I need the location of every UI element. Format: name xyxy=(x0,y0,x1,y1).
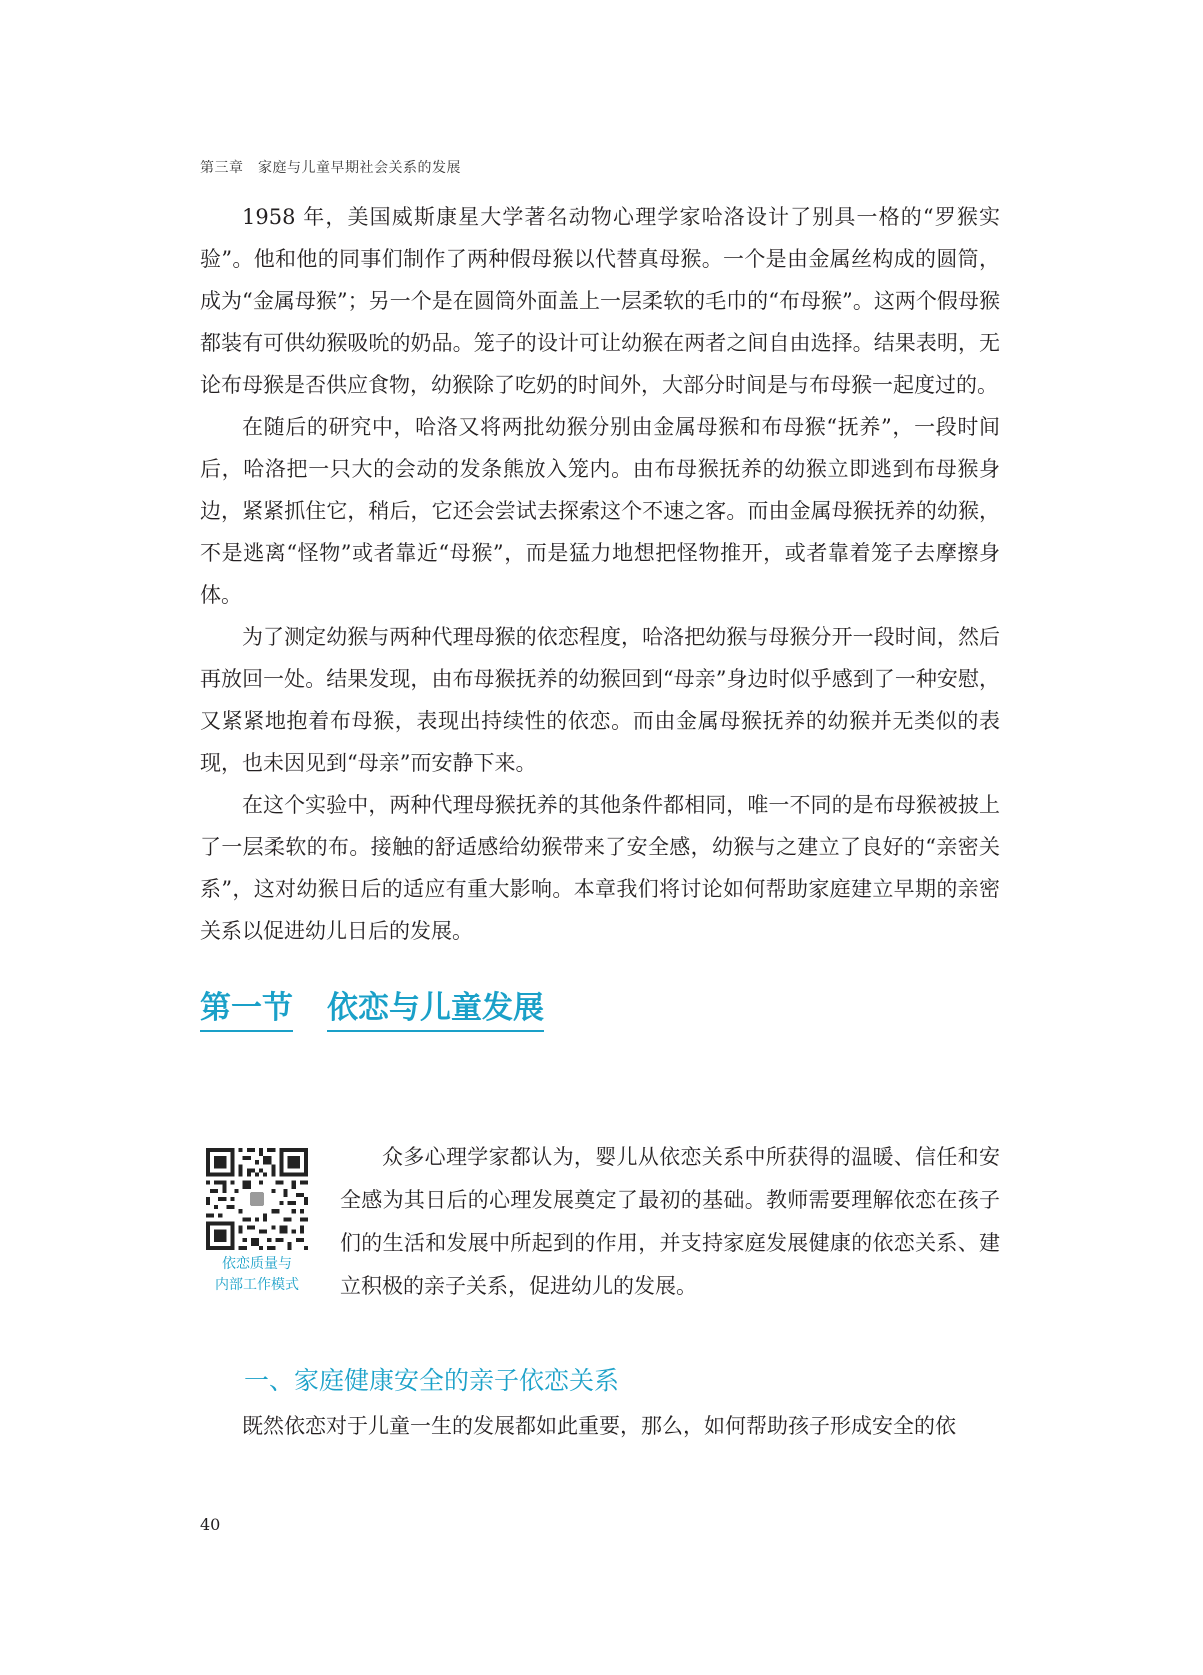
intro-paragraph-2: 在随后的研究中，哈洛又将两批幼猴分别由金属母猴和布母猴“抚养”，一段时间后，哈洛把一只大的会动的发条熊放入笼内。由布母猴抚养的幼猴立即逃到布母猴身边，紧紧抓住它，稍后，它还会尝试去探索这个不速之客。而由金属母猴抚养的幼猴，不是逃离“怪物”或者靠近“母猴”，而是猛力地想把怪物推开，或者靠着笼子去摩擦身体。 xyxy=(200,415,1000,607)
section-intro-text xyxy=(340,1136,1000,1308)
section-number: 第一节 xyxy=(200,988,293,1032)
section-intro-paragraph: 众多心理学家都认为，婴儿从依恋关系中所获得的温暖、信任和安全感为其日后的心理发展奠定了最初的基础。教师需要理解依恋在孩子们的生活和发展中所起到的作用，并支持家庭发展健康的依恋关系、建立积极的亲子关系，促进幼儿的发展。 xyxy=(340,1145,1000,1298)
subsection-text xyxy=(200,1405,1000,1447)
intro-paragraph-1: 1958 年，美国威斯康星大学著名动物心理学家哈洛设计了别具一格的“罗猴实验”。他和他的同事们制作了两种假母猴以代替真母猴。一个是由金属丝构成的圆筒，成为“金属母猴”；另一个是在圆筒外面盖上一层柔软的毛巾的“布母猴”。这两个假母猴都装有可供幼猴吸吮的奶品。笼子的设计可让幼猴在两者之间自由选择。结果表明，无论布母猴是否供应食物，幼猴除了吃奶的时间外，大部分时间是与布母猴一起度过的。 xyxy=(200,205,1000,397)
section-heading xyxy=(200,988,544,1032)
subsection-paragraph: 既然依恋对于儿童一生的发展都如此重要，那么，如何帮助孩子形成安全的依 xyxy=(242,1414,956,1438)
section-title: 依恋与儿童发展 xyxy=(327,988,544,1032)
page-number: 40 xyxy=(200,1515,221,1534)
running-header: 第三章 家庭与儿童早期社会关系的发展 xyxy=(200,160,461,176)
intro-paragraph-3: 为了测定幼猴与两种代理母猴的依恋程度，哈洛把幼猴与母猴分开一段时间，然后再放回一处。结果发现，由布母猴抚养的幼猴回到“母亲”身边时似乎感到了一种安慰，又紧紧地抱着布母猴，表现出持续性的依恋。而由金属母猴抚养的幼猴并无类似的表现，也未因见到“母亲”而安静下来。 xyxy=(200,625,1000,775)
intro-paragraph-4: 在这个实验中，两种代理母猴抚养的其他条件都相同，唯一不同的是布母猴被披上了一层柔软的布。接触的舒适感给幼猴带来了安全感，幼猴与之建立了良好的“亲密关系”，这对幼猴日后的适应有重大影响。本章我们将讨论如何帮助家庭建立早期的亲密关系以促进幼儿日后的发展。 xyxy=(200,793,1000,943)
qr-block xyxy=(205,1148,309,1296)
qr-code-icon[interactable] xyxy=(206,1148,308,1250)
qr-caption xyxy=(205,1254,309,1296)
qr-caption-line-2: 内部工作模式 xyxy=(215,1277,299,1293)
qr-caption-line-1: 依恋质量与 xyxy=(222,1256,292,1272)
subsection-title: 一、家庭健康安全的亲子依恋关系 xyxy=(244,1366,620,1395)
intro-text xyxy=(200,196,1000,952)
